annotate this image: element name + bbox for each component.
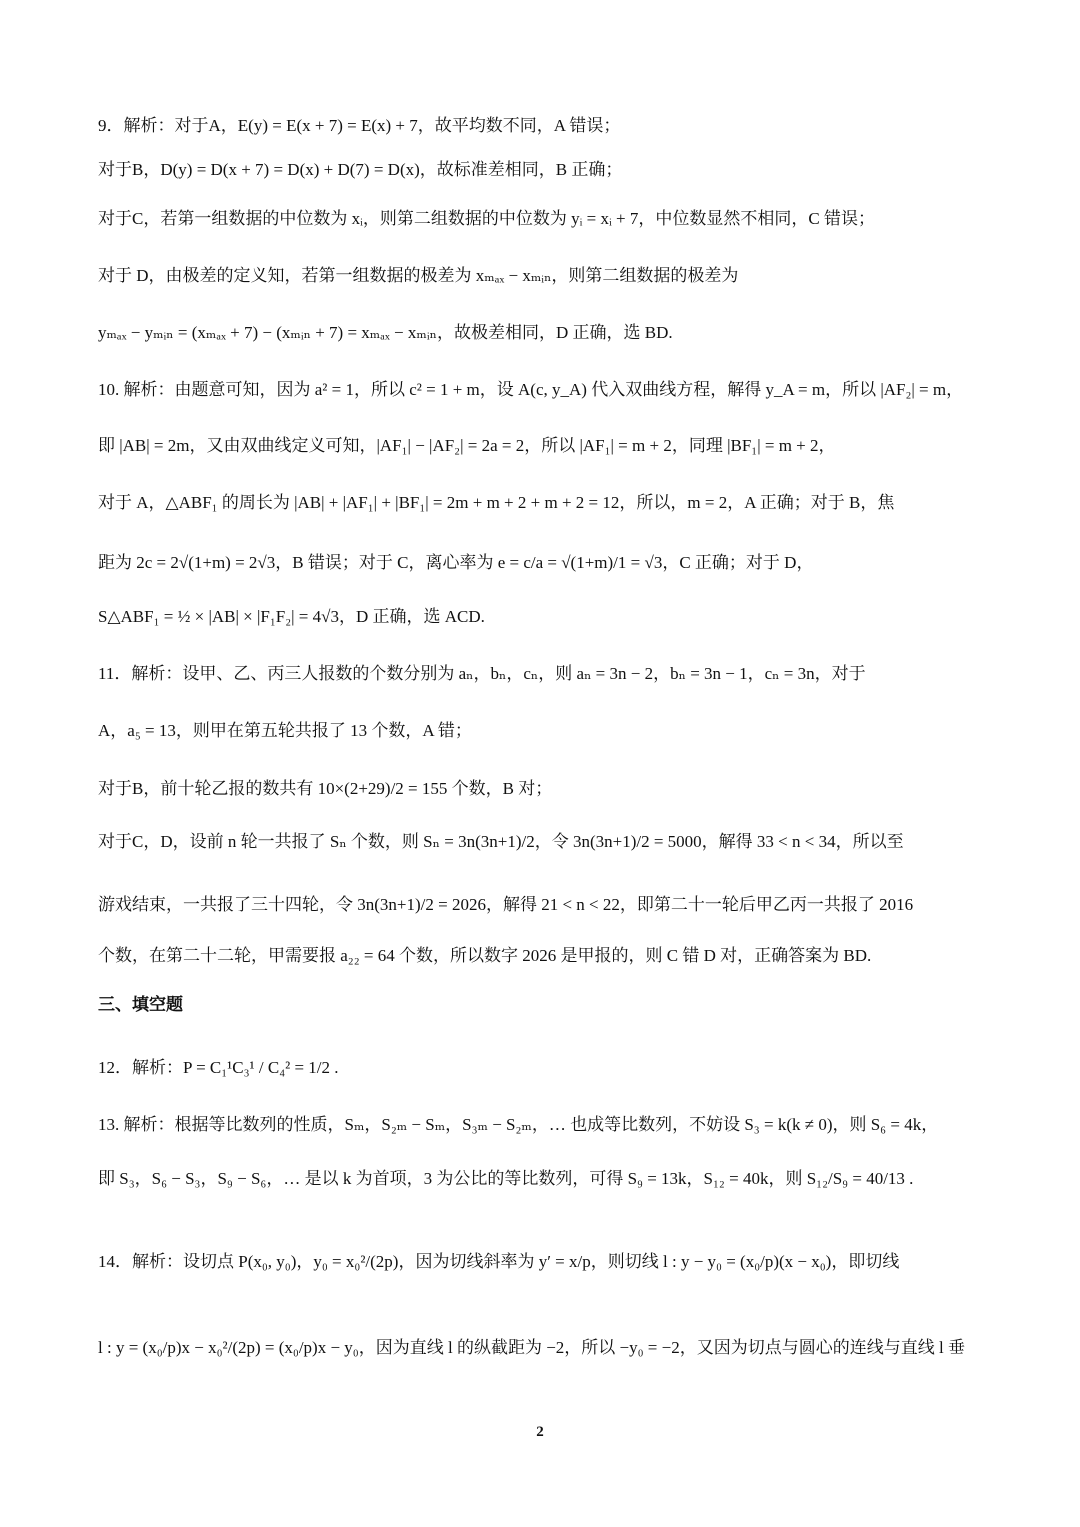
text-line: 距为 2c = 2√(1+m) = 2√3，B 错误；对于 C，离心率为 e = c/a = √(1+m)/1 = √3，C 正确；对于 D， xyxy=(98,553,814,572)
text-line: 12．解析：P = C₁¹C₃¹ / C₄² = 1/2 . xyxy=(98,1058,339,1077)
text-line: 对于B，前十轮乙报的数共有 10×(2+29)/2 = 155 个数，B 对； xyxy=(98,779,553,798)
text-line: 游戏结束，一共报了三十四轮，令 3n(3n+1)/2 = 2026，解得 21 < n < 22，即第二十一轮后甲乙丙一共报了 2016 xyxy=(98,895,914,914)
text-line: 即 |AB| = 2m，又由双曲线定义可知，|AF₁| − |AF₂| = 2a = 2，所以 |AF₁| = m + 2，同理 |BF₁| = m + 2， xyxy=(98,436,836,455)
text-line: 10. 解析：由题意可知，因为 a² = 1，所以 c² = 1 + m，设 A(c, y_A) 代入双曲线方程，解得 y_A = m，所以 |AF₂| = m， xyxy=(98,380,964,399)
text-line: yₘₐₓ − yₘᵢₙ = (xₘₐₓ + 7) − (xₘᵢₙ + 7) = xₘₐₓ − xₘᵢₙ，故极差相同，D 正确，选 BD. xyxy=(98,323,673,342)
text-line: l : y = (x₀/p)x − x₀²/(2p) = (x₀/p)x − y₀，因为直线 l 的纵截距为 −2，所以 −y₀ = −2，又因为切点与圆心的连线与直线 l 垂 xyxy=(98,1338,965,1357)
text-line: 13. 解析：根据等比数列的性质，Sₘ，S₂ₘ − Sₘ，S₃ₘ − S₂ₘ，… 也成等比数列，不妨设 S₃ = k(k ≠ 0)，则 S₆ = 4k， xyxy=(98,1115,939,1134)
text-line: 对于 A，△ABF₁ 的周长为 |AB| + |AF₁| + |BF₁| = 2m + m + 2 + m + 2 = 12，所以，m = 2，A 正确；对于 B，焦 xyxy=(98,493,895,512)
text-line: 9．解析：对于A，E(y) = E(x + 7) = E(x) + 7，故平均数不同，A 错误； xyxy=(98,116,621,135)
text-line: 个数，在第二十二轮，甲需要报 a₂₂ = 64 个数，所以数字 2026 是甲报的，则 C 错 D 对，正确答案为 BD. xyxy=(98,946,872,965)
text-line: 11．解析：设甲、乙、丙三人报数的个数分别为 aₙ，bₙ，cₙ，则 aₙ = 3n − 2，bₙ = 3n − 1，cₙ = 3n，对于 xyxy=(98,664,866,683)
text-line: A，a₅ = 13，则甲在第五轮共报了 13 个数，A 错； xyxy=(98,721,472,740)
page-number: 2 xyxy=(536,1424,544,1440)
text-line: S△ABF₁ = ½ × |AB| × |F₁F₂| = 4√3，D 正确，选 ACD. xyxy=(98,607,485,626)
text-line: 对于 D，由极差的定义知，若第一组数据的极差为 xₘₐₓ − xₘᵢₙ，则第二组数据的极差为 xyxy=(98,266,739,285)
section-heading: 三、填空题 xyxy=(98,995,183,1014)
text-line: 对于C，若第一组数据的中位数为 xᵢ，则第二组数据的中位数为 yᵢ = xᵢ + 7，中位数显然不相同，C 错误； xyxy=(98,209,875,228)
text-line: 14．解析：设切点 P(x₀, y₀)，y₀ = x₀²/(2p)，因为切线斜率为 y′ = x/p，则切线 l : y − y₀ = (x₀/p)(x − x₀)，即切线 xyxy=(98,1252,900,1271)
text-line: 即 S₃，S₆ − S₃，S₉ − S₆，… 是以 k 为首项，3 为公比的等比数列，可得 S₉ = 13k，S₁₂ = 40k，则 S₁₂/S₉ = 40/13 . xyxy=(98,1169,914,1188)
text-line: 对于B，D(y) = D(x + 7) = D(x) + D(7) = D(x)，故标准差相同，B 正确； xyxy=(98,160,623,179)
text-line: 对于C，D，设前 n 轮一共报了 Sₙ 个数，则 Sₙ = 3n(3n+1)/2，令 3n(3n+1)/2 = 5000，解得 33 < n < 34，所以至 xyxy=(98,832,904,851)
